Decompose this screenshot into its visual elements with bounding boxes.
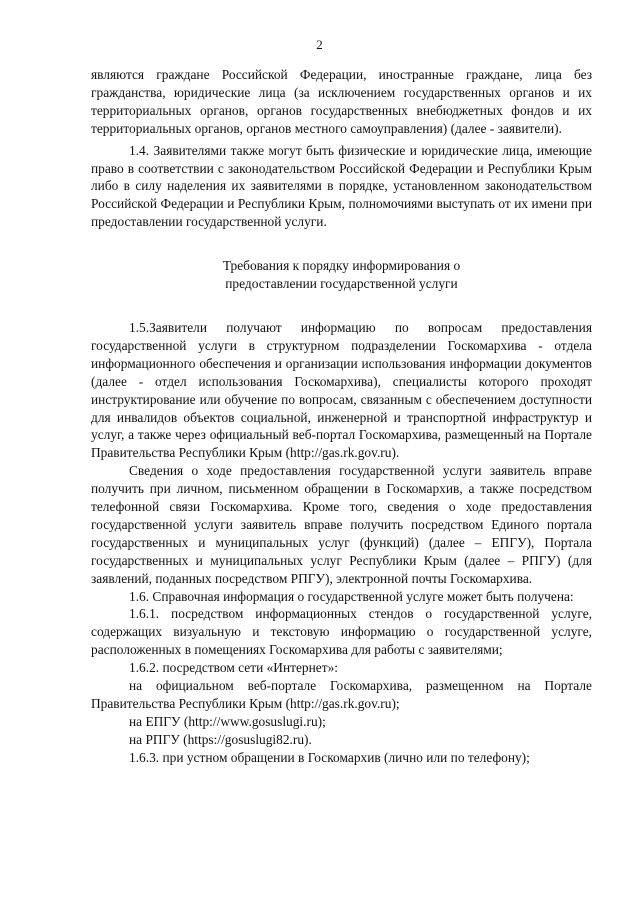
section-heading-line-1: Требования к порядку информирования о [222,258,461,274]
paragraph-1-6: 1.6. Справочная информация о государственной услуге может быть получена: [129,588,574,604]
document-body [91,66,592,767]
paragraph-status-info: Сведения о ходе предоставления государственной услуги заявитель вправе получить при личном, письменном обращении в Госкомархив, а также посредством телефонной связи Госкомархива. Кроме того, сведения о ходе предоставления государственной услуги заявитель вправе получить посредством Единого портала государственных и муниципальных услуг (функций) (далее – ЕПГУ), Портала государственных и муниципальных услуг Республики Крым (далее – РПГУ) (для заявлений, поданных посредством РПГУ), электронной почты Госкомархива. [91,463,592,586]
paragraph-1-6-3: 1.6.3. при устном обращении в Госкомархив (лично или по телефону); [129,749,530,765]
paragraph-1-6-1: 1.6.1. посредством информационных стендов о государственной услуге, содержащих визуальную и текстовую информацию о государственной услуге, расположенных в помещениях Госкомархива для работы с заявителями; [91,606,592,658]
paragraph-1-6-2: 1.6.2. посредством сети «Интернет»: [129,660,338,676]
paragraph-1-4: 1.4. Заявителями также могут быть физические и юридические лица, имеющие право в соответствии с законодательством Российской Федерации и Республики Крым либо в силу наделения их заявителями в порядке, установленном законодательством Российской Федерации и Республики Крым, полномочиями выступать от их имени при предоставлении государственной услуги. [91,142,592,230]
paragraph-applicants: являются граждане Российской Федерации, иностранные граждане, лица без гражданства, юридические лица (за исключением государственных органов и их территориальных органов, органов государственных внебюджетных фондов и их территориальных органов, органов местного самоуправления) (далее - заявители). [91,67,592,136]
paragraph-epgu: на ЕПГУ (http://www.gosuslugi.ru); [129,713,326,729]
paragraph-rpgu: на РПГУ (https://gosuslugi82.ru). [129,731,312,747]
paragraph-1-5: 1.5.Заявители получают информацию по вопросам предоставления государственной услуги в структурном подразделении Госкомархива - отдела информационного обеспечения и организации использования информации документов (далее - отдел использования Госкомархива), специалисты которого проходят инструктирование или обучение по вопросам, связанным с обеспечением доступности для инвалидов объектов социальной, инженерной и транспортной инфраструктур и услуг, а также через официальный веб-портал Госкомархива, размещенный на Портале Правительства Республики Крым (http://gas.rk.gov.ru). [91,319,592,461]
paragraph-official-portal: на официальном веб-портале Госкомархива, размещенном на Портале Правительства Республики Крым (http://gas.rk.gov.ru); [91,678,592,711]
section-heading [91,257,592,293]
section-heading-line-2: предоставлении государственной услуги [225,276,458,292]
page-number: 2 [316,37,323,52]
